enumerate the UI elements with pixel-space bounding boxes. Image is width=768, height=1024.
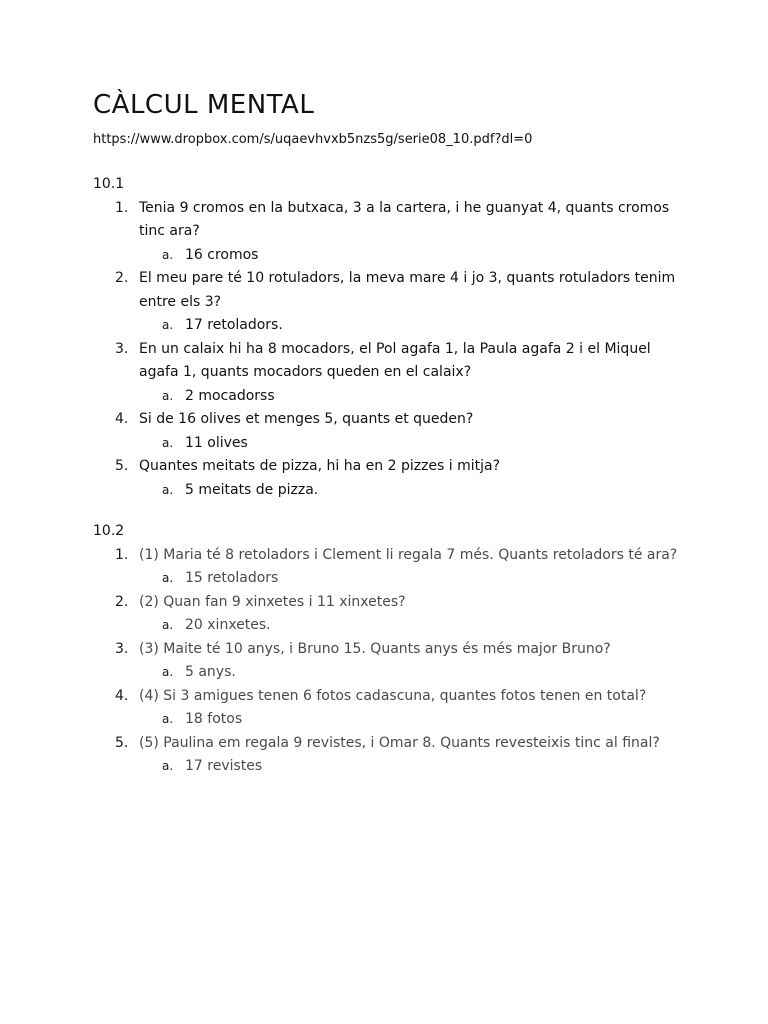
question-text: (3) Maite té 10 anys, i Bruno 15. Quants anys és més major Bruno? xyxy=(139,640,611,657)
question-item xyxy=(93,591,683,615)
section-heading: 10.1 xyxy=(93,176,125,192)
answer-text: 17 retoladors. xyxy=(185,317,283,333)
question-text: Si de 16 olives et menges 5, quants et queden? xyxy=(139,411,474,427)
question-item xyxy=(93,455,683,479)
question-item xyxy=(93,544,683,568)
source-url[interactable]: https://www.dropbox.com/s/uqaevhvxb5nzs5g/serie08_10.pdf?dl=0 xyxy=(93,132,533,147)
answer-letter: a. xyxy=(162,759,174,773)
answer-item xyxy=(93,708,683,732)
answer-text: 5 meitats de pizza. xyxy=(185,481,319,498)
question-text: (5) Paulina em regala 9 revistes, i Omar 8. Quants revesteixis tinc al final? xyxy=(139,734,660,751)
question-text: En un calaix hi ha 8 mocadors, el Pol agafa 1, la Paula agafa 2 i el Miquel agafa 1, quants mocadors queden en el calaix? xyxy=(139,340,651,380)
question-item xyxy=(93,638,683,662)
page-title: CÀLCUL MENTAL xyxy=(93,90,315,120)
question-text: Quantes meitats de pizza, hi ha en 2 pizzes i mitja? xyxy=(139,458,501,474)
section-10-2 xyxy=(93,520,683,779)
question-text: (1) Maria té 8 retoladors i Clement li regala 7 més. Quants retoladors té ara? xyxy=(139,546,678,563)
answer-text: 20 xinxetes. xyxy=(185,617,271,633)
question-text: Tenia 9 cromos en la butxaca, 3 a la cartera, i he guanyat 4, quants cromos tinc ara? xyxy=(139,199,670,239)
question-item xyxy=(93,408,683,432)
question-item xyxy=(93,197,683,244)
question-item xyxy=(93,732,683,756)
answer-letter: a. xyxy=(162,618,174,632)
answer-letter: a. xyxy=(162,665,174,679)
answer-item xyxy=(93,567,683,591)
answer-letter: a. xyxy=(162,318,174,332)
question-number: 4. xyxy=(115,411,129,427)
answer-letter: a. xyxy=(162,388,174,403)
question-text: (4) Si 3 amigues tenen 6 fotos cadascuna, quantes fotos tenen en total? xyxy=(139,687,647,704)
question-text: El meu pare té 10 rotuladors, la meva mare 4 i jo 3, quants rotuladors tenim entre els 3? xyxy=(139,270,676,310)
question-number: 4. xyxy=(115,687,129,704)
question-number: 5. xyxy=(115,734,129,751)
answer-item xyxy=(93,661,683,685)
question-number: 2. xyxy=(115,270,129,286)
answer-item xyxy=(93,432,683,456)
question-number: 1. xyxy=(115,199,129,216)
answer-letter: a. xyxy=(162,247,174,262)
answer-text: 2 mocadorss xyxy=(185,387,275,404)
answer-item xyxy=(93,385,683,409)
answer-text: 18 fotos xyxy=(185,711,243,727)
question-number: 1. xyxy=(115,546,129,563)
answer-item xyxy=(93,614,683,638)
answer-text: 16 cromos xyxy=(185,246,259,263)
question-number: 3. xyxy=(115,340,129,357)
question-number: 5. xyxy=(115,458,129,474)
answer-letter: a. xyxy=(162,482,174,497)
section-heading: 10.2 xyxy=(93,523,125,539)
answer-letter: a. xyxy=(162,435,174,450)
answer-text: 17 revistes xyxy=(185,758,263,774)
answer-item xyxy=(93,314,683,338)
answer-item xyxy=(93,244,683,268)
answer-text: 5 anys. xyxy=(185,664,236,680)
section-10-1 xyxy=(93,173,683,502)
question-number: 2. xyxy=(115,593,129,610)
answer-letter: a. xyxy=(162,571,174,585)
answer-letter: a. xyxy=(162,712,174,726)
question-text: (2) Quan fan 9 xinxetes i 11 xinxetes? xyxy=(139,593,406,610)
question-item xyxy=(93,685,683,709)
answer-text: 11 olives xyxy=(185,434,248,451)
question-number: 3. xyxy=(115,640,129,657)
answer-item xyxy=(93,755,683,779)
question-item xyxy=(93,267,683,314)
answer-text: 15 retoladors xyxy=(185,570,279,586)
answer-item xyxy=(93,479,683,503)
question-item xyxy=(93,338,683,385)
